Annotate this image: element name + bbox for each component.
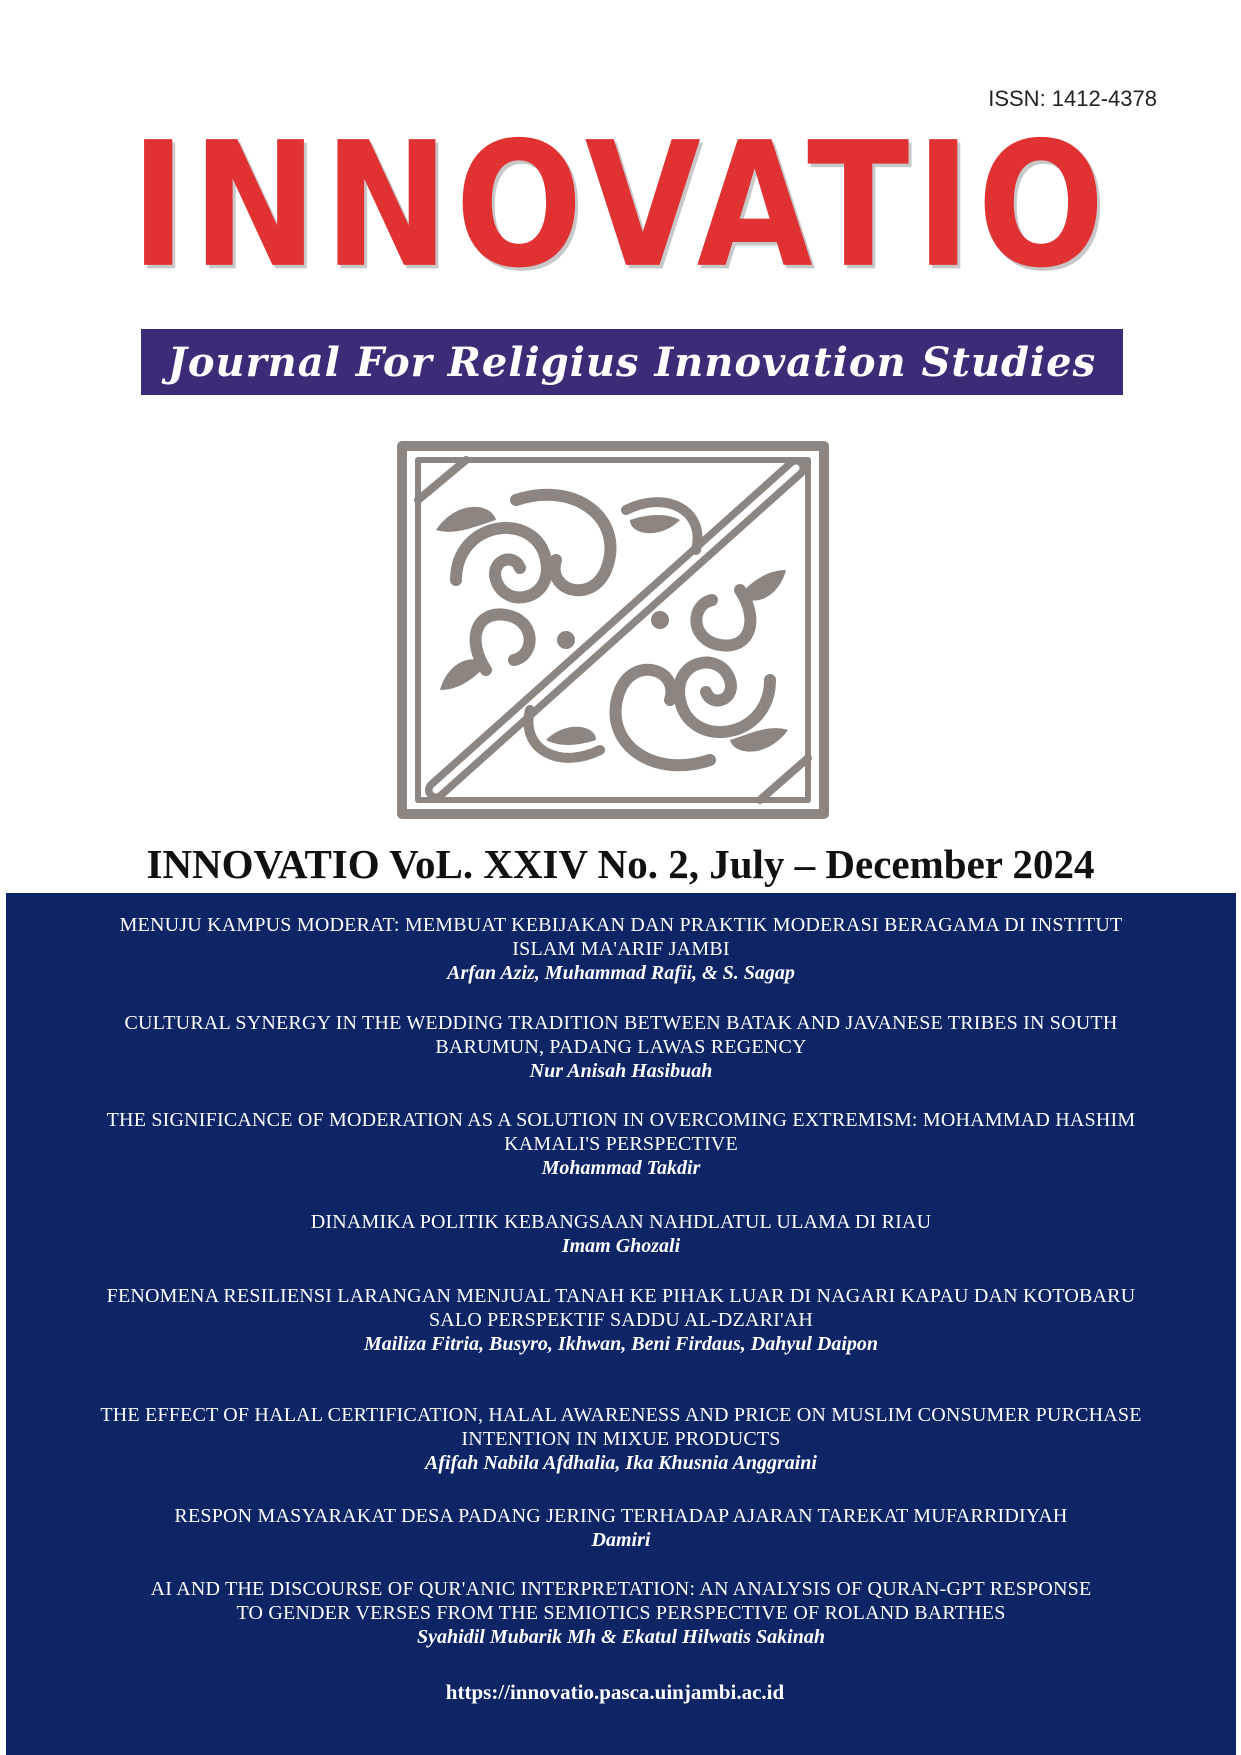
article-entry: [6, 1504, 1236, 1552]
journal-brand-title: INNOVATIO: [130, 106, 1111, 307]
issn-label: ISSN: 1412-4378: [988, 86, 1157, 111]
article-title-line: CULTURAL SYNERGY IN THE WEDDING TRADITION BETWEEN BATAK AND JAVANESE TRIBES IN SOUTH: [124, 1012, 1118, 1034]
article-authors: Syahidil Mubarik Mh & Ekatul Hilwatis Sakinah: [417, 1626, 825, 1648]
article-entry: [6, 1403, 1236, 1475]
article-authors: Damiri: [591, 1529, 651, 1551]
article-title-line: AI AND THE DISCOURSE OF QUR'ANIC INTERPRETATION: AN ANALYSIS OF QURAN-GPT RESPONSE: [150, 1578, 1092, 1600]
article-title-line: ISLAM MA'ARIF JAMBI: [512, 938, 730, 960]
article-title-line: TO GENDER VERSES FROM THE SEMIOTICS PERSPECTIVE OF ROLAND BARTHES: [236, 1602, 1006, 1624]
journal-subtitle-bar: [141, 329, 1123, 395]
article-authors: Nur Anisah Hasibuah: [529, 1060, 713, 1082]
article-title-line: BARUMUN, PADANG LAWAS REGENCY: [435, 1036, 807, 1058]
article-entry: [6, 913, 1236, 985]
article-title-line: MENUJU KAMPUS MODERAT: MEMBUAT KEBIJAKAN DAN PRAKTIK MODERASI BERAGAMA DI INSTITUT: [119, 914, 1123, 936]
article-title-line: SALO PERSPEKTIF SADDU AL-DZARI'AH: [428, 1309, 814, 1331]
article-entry: [6, 1011, 1236, 1083]
floral-square-ornament-icon: [396, 440, 830, 820]
article-entry: [6, 1210, 1236, 1258]
journal-website-link[interactable]: https://innovatio.pasca.uinjambi.ac.id: [445, 1680, 785, 1704]
article-title-line: FENOMENA RESILIENSI LARANGAN MENJUAL TANAH KE PIHAK LUAR DI NAGARI KAPAU DAN KOTOBARU: [106, 1285, 1136, 1307]
article-title-line: THE SIGNIFICANCE OF MODERATION AS A SOLUTION IN OVERCOMING EXTREMISM: MOHAMMAD HASHIM: [106, 1109, 1136, 1131]
article-entry: [6, 1108, 1236, 1180]
article-authors: Arfan Aziz, Muhammad Rafii, & S. Sagap: [447, 962, 795, 984]
article-authors: Mailiza Fitria, Busyro, Ikhwan, Beni Firdaus, Dahyul Daipon: [363, 1333, 879, 1355]
article-title-line: RESPON MASYARAKAT DESA PADANG JERING TERHADAP AJARAN TAREKAT MUFARRIDIYAH: [174, 1505, 1068, 1527]
article-entry: [6, 1284, 1236, 1356]
issue-line: INNOVATIO VoL. XXIV No. 2, July – December 2024: [146, 841, 1095, 887]
article-authors: Afifah Nabila Afdhalia, Ika Khusnia Anggraini: [425, 1452, 817, 1474]
article-entry: [6, 1577, 1236, 1649]
article-title-line: KAMALI'S PERSPECTIVE: [504, 1133, 738, 1155]
article-title-line: INTENTION IN MIXUE PRODUCTS: [461, 1428, 781, 1450]
article-title-line: DINAMIKA POLITIK KEBANGSAAN NAHDLATUL ULAMA DI RIAU: [310, 1211, 932, 1233]
journal-subtitle: Journal For Religius Innovation Studies: [167, 338, 1097, 386]
article-authors: Mohammad Takdir: [541, 1157, 701, 1179]
article-authors: Imam Ghozali: [561, 1235, 681, 1257]
article-title-line: THE EFFECT OF HALAL CERTIFICATION, HALAL AWARENESS AND PRICE ON MUSLIM CONSUMER PURCHASE: [100, 1404, 1142, 1426]
table-of-contents-panel: [6, 893, 1236, 1755]
